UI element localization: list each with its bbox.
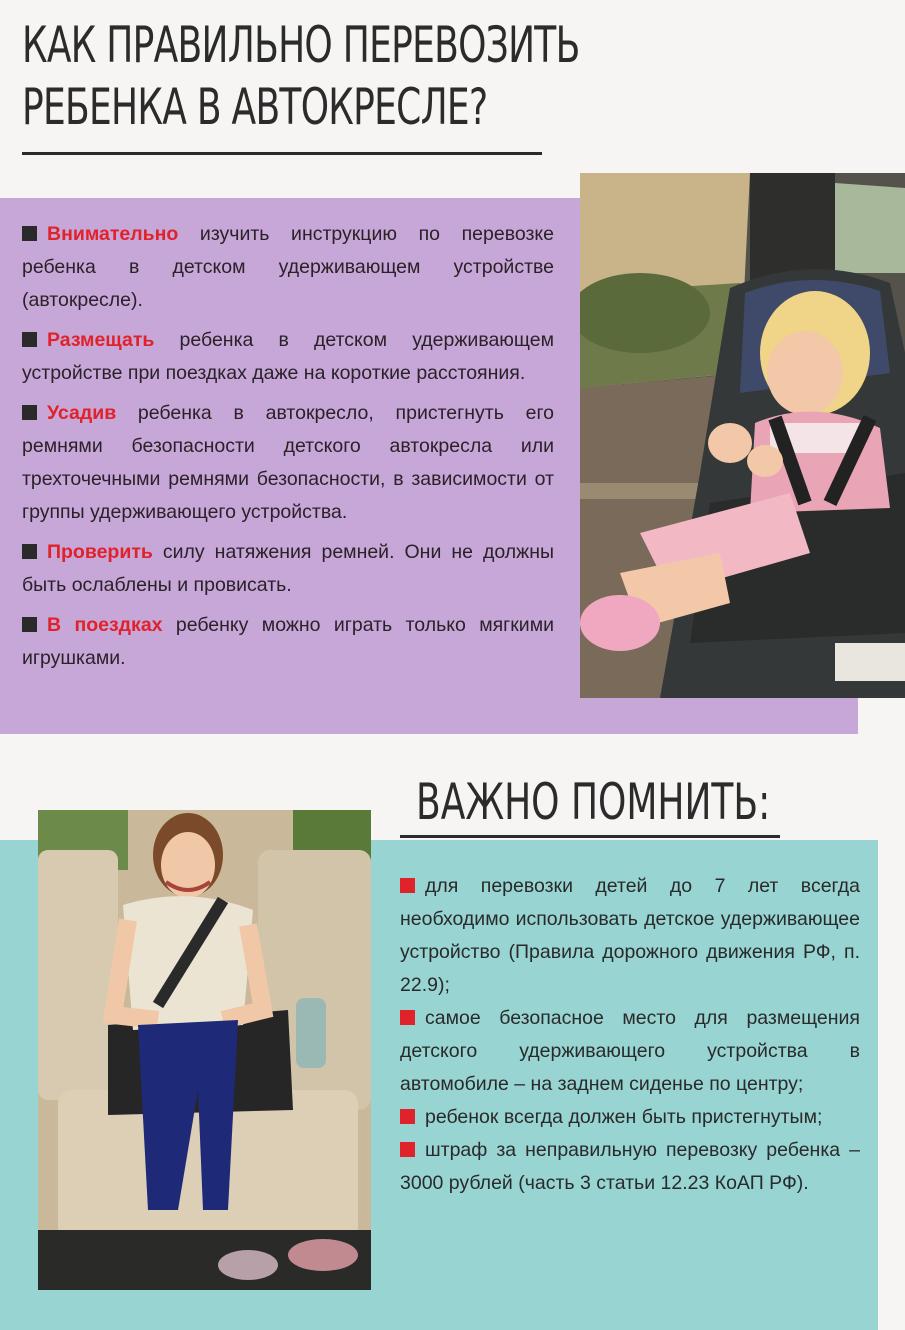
important-item-text: ребенок всегда должен быть пристегнутым;: [425, 1106, 823, 1128]
important-item-text: для перевозки детей до 7 лет всегда необходимо использовать детское удерживающее устройство (Правила дорожного движения РФ, п. 22.9);: [400, 875, 860, 996]
title-underline: [22, 152, 542, 155]
square-bullet-icon: [400, 1010, 415, 1025]
rule-text: ребенка в детском удерживающем устройстве при поездках даже на короткие расстояния.: [22, 329, 554, 384]
important-heading: ВАЖНО ПОМНИТЬ:: [416, 773, 771, 831]
rule-item: [22, 536, 554, 602]
square-bullet-icon: [400, 1142, 415, 1157]
square-bullet-icon: [22, 405, 37, 420]
square-bullet-icon: [22, 332, 37, 347]
page-title: [22, 14, 580, 138]
rule-text: изучить инструкцию по перевозке ребенка в детском удерживающем устройстве (автокресле).: [22, 223, 554, 311]
square-bullet-icon: [22, 544, 37, 559]
important-item-text: штраф за неправильную перевозку ребенка – 3000 рублей (часть 3 статьи 12.23 КоАП РФ).: [400, 1139, 860, 1194]
page-title-line-1: КАК ПРАВИЛЬНО ПЕРЕВОЗИТЬ: [22, 16, 580, 74]
rule-keyword: Размещать: [47, 329, 155, 351]
important-item: [400, 870, 860, 1002]
rule-item: [22, 397, 554, 529]
important-list: [400, 870, 860, 1200]
rule-item: [22, 218, 554, 317]
important-item-text: самое безопасное место для размещения детского удерживающего устройства в автомобиле – на заднем сиденье по центру;: [400, 1007, 860, 1095]
rule-keyword: В поездках: [47, 614, 163, 636]
page-title-line-2: РЕБЕНКА В АВТОКРЕСЛЕ?: [22, 78, 488, 136]
rule-text: ребенка в автокресло, пристегнуть его ремнями безопасности детского автокресла или трехточечными ремнями безопасности, в зависимости от группы удерживающего устройства.: [22, 402, 554, 523]
square-bullet-icon: [400, 878, 415, 893]
rule-keyword: Усадив: [47, 402, 117, 424]
rule-text: силу натяжения ремней. Они не должны быть ослаблены и провисать.: [22, 541, 554, 596]
girl-on-booster-seat-photo: [38, 810, 371, 1290]
rule-keyword: Внимательно: [47, 223, 179, 245]
important-item: [400, 1134, 860, 1200]
square-bullet-icon: [400, 1109, 415, 1124]
important-heading-underline: [400, 835, 780, 838]
rule-keyword: Проверить: [47, 541, 153, 563]
rule-item: [22, 609, 554, 675]
square-bullet-icon: [22, 226, 37, 241]
important-item: [400, 1101, 860, 1134]
rules-list: [22, 218, 554, 682]
rule-item: [22, 324, 554, 390]
square-bullet-icon: [22, 617, 37, 632]
toddler-in-car-seat-photo: [580, 173, 905, 698]
rule-text: ребенку можно играть только мягкими игрушками.: [22, 614, 555, 669]
important-item: [400, 1002, 860, 1101]
